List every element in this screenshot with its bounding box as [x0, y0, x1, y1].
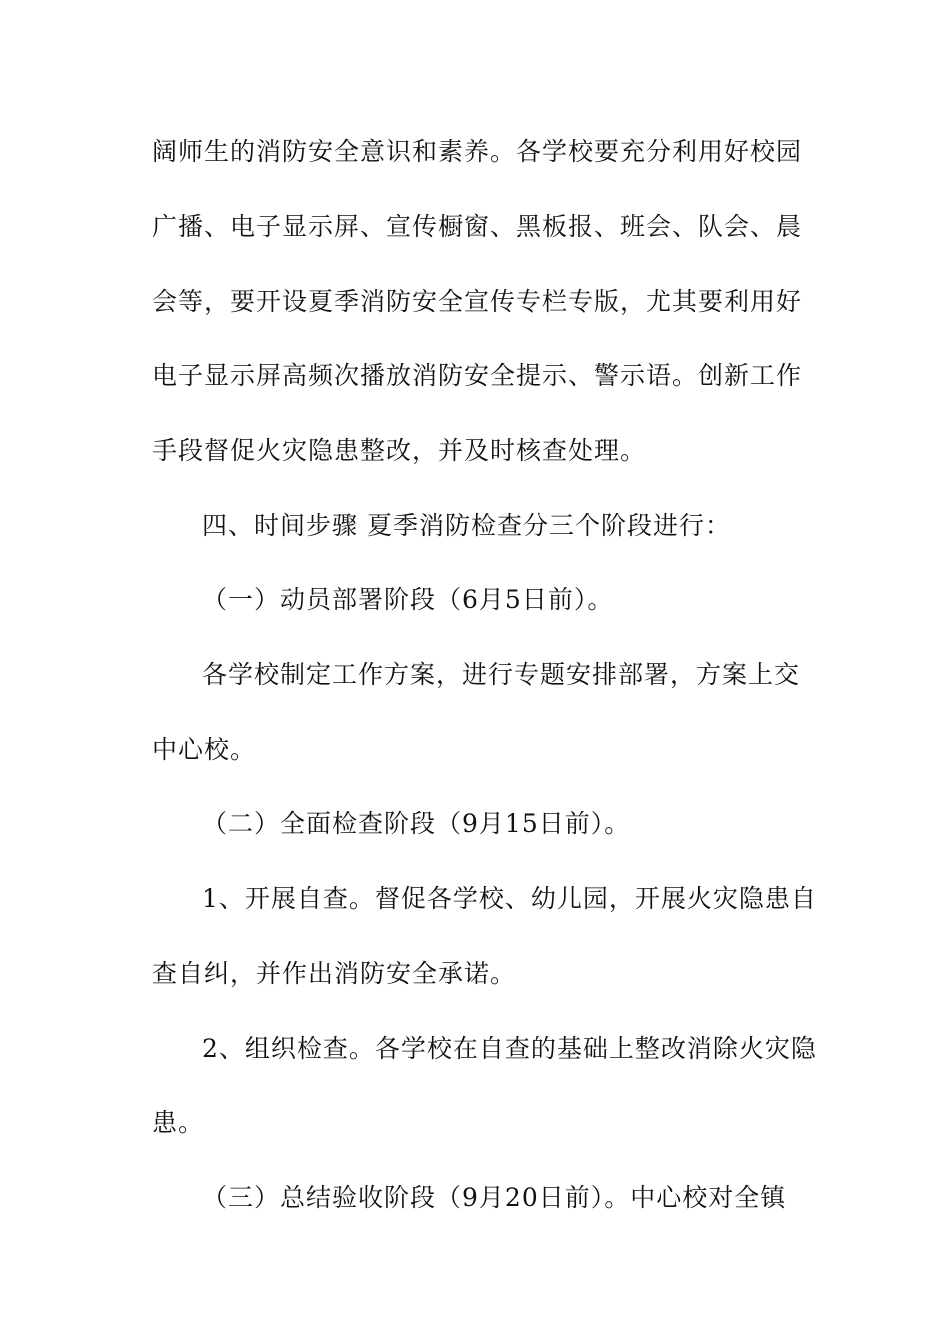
stage-two-heading: （二）全面检查阶段（9月15日前）。 [202, 809, 631, 838]
text-line-12: 查自纠，并作出消防安全承诺。 [152, 959, 517, 988]
text-line-3: 会等，要开设夏季消防安全宣传专栏专版，尤其要利用好 [152, 287, 803, 316]
stage-three-heading: （三）总结验收阶段（9月20日前）。中心校对全镇 [202, 1183, 787, 1212]
text-line-8: 各学校制定工作方案，进行专题安排部署，方案上交 [202, 660, 801, 689]
text-line-14: 患。 [152, 1108, 205, 1137]
text-line-13: 2、组织检查。各学校在自查的基础上整改消除火灾隐 [202, 1034, 817, 1063]
text-line-11: 1、开展自查。督促各学校、幼儿园，开展火灾隐患自 [202, 884, 817, 913]
text-line-2: 广播、电子显示屏、宣传橱窗、黑板报、班会、队会、晨 [152, 212, 803, 241]
text-line-4: 电子显示屏高频次播放消防安全提示、警示语。创新工作 [152, 361, 803, 390]
text-line-5: 手段督促火灾隐患整改，并及时核查处理。 [152, 436, 647, 465]
stage-one-heading: （一）动员部署阶段（6月5日前）。 [202, 585, 614, 614]
text-line-9: 中心校。 [152, 735, 257, 764]
section-heading-time-steps: 四、时间步骤 夏季消防检查分三个阶段进行： [202, 511, 731, 540]
text-line-1: 阔师生的消防安全意识和素养。各学校要充分利用好校园 [152, 137, 803, 166]
